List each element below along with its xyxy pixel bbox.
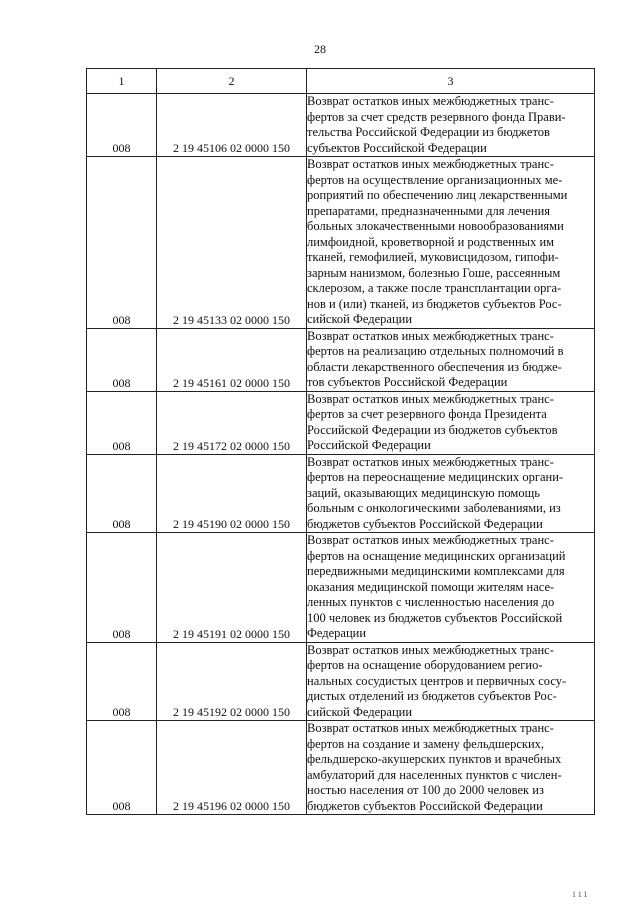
description-line: ленных пунктов с численностью населения до	[307, 595, 555, 609]
description-line: зарным нанизмом, болезнью Гоше, рассеянным	[307, 265, 561, 280]
description-line: бюджетов субъектов Российской Федерации	[307, 798, 543, 813]
description-line: нальных сосудистых центров и первичных сосу-	[307, 673, 567, 688]
description-line: Возврат остатков иных межбюджетных транс-	[307, 391, 554, 406]
description-line: больных злокачественными новообразованиями	[307, 219, 564, 233]
table-row	[87, 391, 595, 454]
column-header-2: 2	[157, 69, 307, 94]
table-row	[87, 642, 595, 721]
admin-code-cell: 008	[87, 391, 157, 454]
description-cell	[307, 391, 595, 454]
footer-mark: 111	[572, 890, 590, 899]
description-line: 100 человек из бюджетов субъектов Российской	[307, 610, 563, 625]
description-line: заций, оказывающих медицинскую помощь	[307, 485, 540, 500]
description-line: тельства Российской Федерации из бюджетов	[307, 125, 550, 139]
description-line: больным с онкологическими заболеваниями, из	[307, 501, 561, 515]
table-row	[87, 328, 595, 391]
description-line: фертов на оснащение оборудованием регио-	[307, 658, 543, 672]
table-row	[87, 721, 595, 815]
budget-code-cell: 2 19 45106 02 0000 150	[157, 94, 307, 157]
description-cell	[307, 157, 595, 329]
description-line: лимфоидной, кроветворной и родственных им	[307, 234, 555, 249]
budget-code-table	[86, 68, 595, 815]
page-number: 28	[314, 42, 326, 56]
table-row	[87, 157, 595, 329]
description-line: передвижными медицинскими комплексами для	[307, 564, 565, 578]
description-cell	[307, 328, 595, 391]
admin-code-cell: 008	[87, 454, 157, 533]
description-line: Возврат остатков иных межбюджетных транс-	[307, 328, 554, 343]
description-cell	[307, 454, 595, 533]
admin-code-cell: 008	[87, 721, 157, 815]
description-line: препаратами, предназначенными для лечения	[307, 203, 551, 218]
budget-code-cell: 2 19 45191 02 0000 150	[157, 533, 307, 643]
description-line: склерозом, а также после трансплантации орга-	[307, 281, 562, 295]
description-line: тов субъектов Российской Федерации	[307, 375, 508, 389]
description-line: Возврат остатков иных межбюджетных транс-	[307, 533, 554, 547]
description-line: субъектов Российской Федерации	[307, 140, 487, 155]
description-line: Возврат остатков иных межбюджетных транс-	[307, 454, 554, 469]
description-line: Возврат остатков иных межбюджетных транс-	[307, 157, 554, 171]
description-line: Возврат остатков иных межбюджетных транс-	[307, 642, 554, 657]
description-line: сийской Федерации	[307, 704, 413, 719]
admin-code-cell: 008	[87, 642, 157, 721]
description-line: сийской Федерации	[307, 312, 413, 326]
description-cell	[307, 533, 595, 643]
description-line: фельдшерско-акушерских пунктов и врачебных	[307, 752, 562, 766]
description-line: фертов на создание и замену фельдшерских,	[307, 736, 545, 751]
budget-code-cell: 2 19 45172 02 0000 150	[157, 391, 307, 454]
description-cell	[307, 94, 595, 157]
table-header-row	[87, 69, 595, 94]
table-body	[87, 94, 595, 815]
description-line: нов и (или) тканей, из бюджетов субъектов Рос-	[307, 296, 562, 311]
description-line: бюджетов субъектов Российской Федерации	[307, 516, 543, 531]
table-row	[87, 533, 595, 643]
description-line: роприятий по обеспечению лиц лекарственными	[307, 188, 568, 202]
description-line: области лекарственного обеспечения из бюдже-	[307, 359, 562, 374]
description-line: Возврат остатков иных межбюджетных транс-	[307, 94, 554, 108]
admin-code-cell: 008	[87, 157, 157, 329]
description-cell	[307, 721, 595, 815]
table-row	[87, 454, 595, 533]
description-line: ностью населения от 100 до 2000 человек из	[307, 783, 544, 797]
description-line: оказания медицинской помощи жителям насе-	[307, 579, 555, 594]
description-line: фертов на переоснащение медицинских органи-	[307, 470, 564, 484]
admin-code-cell: 008	[87, 94, 157, 157]
admin-code-cell: 008	[87, 533, 157, 643]
description-line: Российской Федерации	[307, 438, 431, 452]
budget-code-cell: 2 19 45196 02 0000 150	[157, 721, 307, 815]
budget-code-cell: 2 19 45133 02 0000 150	[157, 157, 307, 329]
description-line: фертов за счет резервного фонда Президента	[307, 407, 547, 421]
description-line: Федерации	[307, 626, 367, 640]
description-line: Российской Федерации из бюджетов субъектов	[307, 422, 558, 437]
description-line: фертов на реализацию отдельных полномочий в	[307, 344, 564, 358]
description-line: амбулаторий для населенных пунктов с числен-	[307, 767, 562, 782]
description-cell	[307, 642, 595, 721]
description-line: фертов на осуществление организационных ме-	[307, 172, 563, 187]
description-line: фертов на оснащение медицинских организаций	[307, 548, 566, 563]
column-header-3: 3	[307, 69, 595, 94]
budget-code-cell: 2 19 45190 02 0000 150	[157, 454, 307, 533]
description-line: фертов за счет средств резервного фонда Прави-	[307, 109, 566, 124]
budget-code-cell: 2 19 45161 02 0000 150	[157, 328, 307, 391]
description-line: дистых отделений из бюджетов субъектов Рос-	[307, 689, 557, 703]
description-line: Возврат остатков иных межбюджетных транс-	[307, 721, 554, 735]
admin-code-cell: 008	[87, 328, 157, 391]
budget-code-cell: 2 19 45192 02 0000 150	[157, 642, 307, 721]
table-row	[87, 94, 595, 157]
column-header-1: 1	[87, 69, 157, 94]
description-line: тканей, гемофилией, муковисцидозом, гипофи-	[307, 250, 559, 264]
